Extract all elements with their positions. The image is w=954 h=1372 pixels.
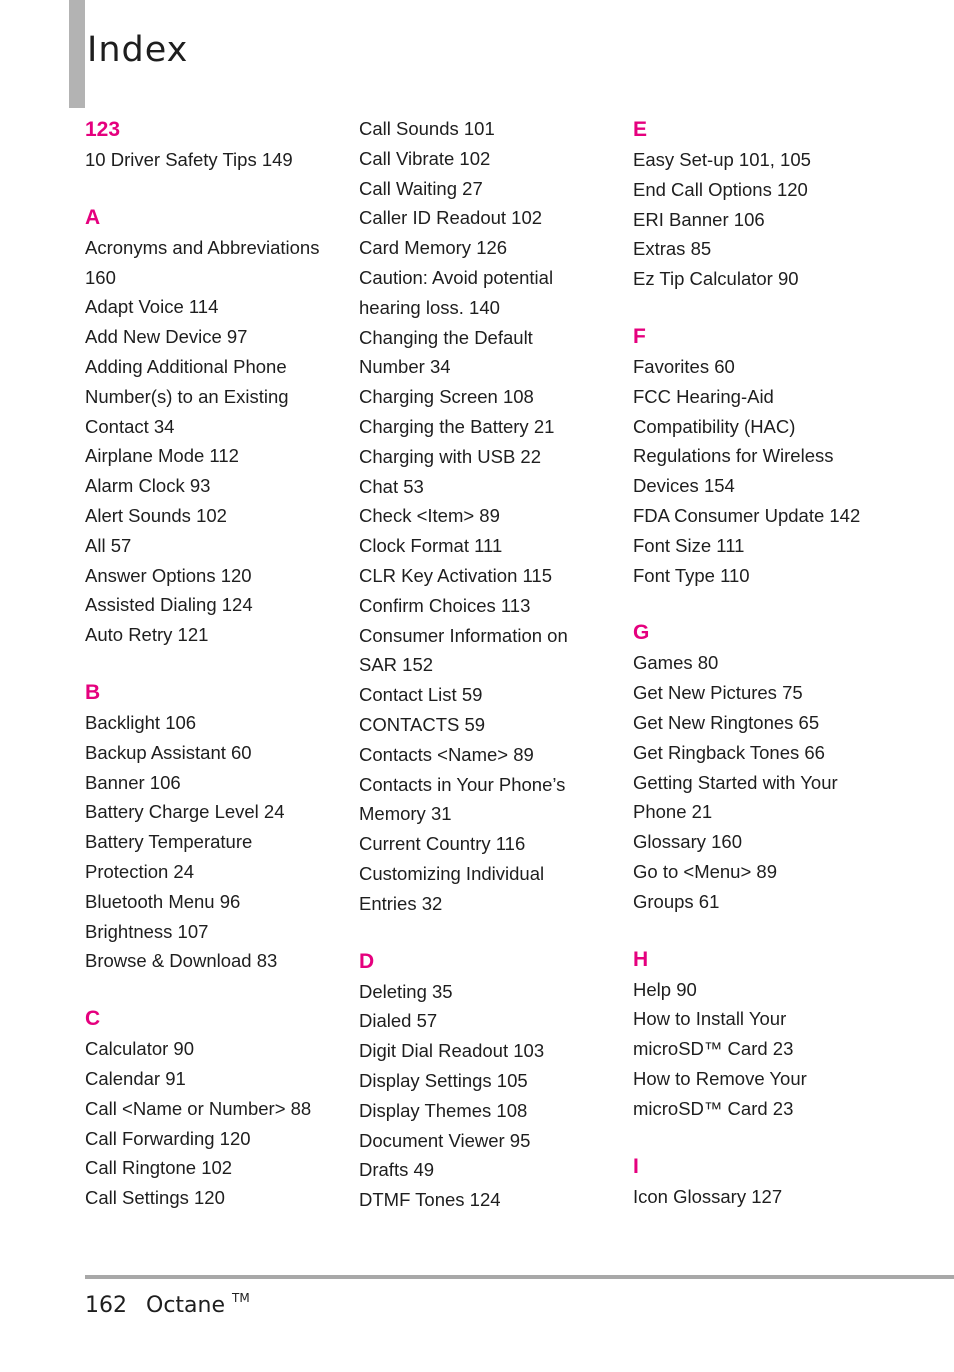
index-entry-line: Adding Additional Phone — [85, 355, 287, 377]
index-entry-line: Document Viewer 95 — [359, 1129, 531, 1151]
page-footer — [85, 1291, 250, 1318]
index-entry — [85, 501, 340, 531]
index-entry — [85, 145, 340, 175]
index-entry-line: How to Remove Your — [633, 1067, 807, 1089]
index-section — [359, 946, 614, 1215]
index-entry — [633, 975, 933, 1005]
index-entry-line: Browse & Download 83 — [85, 950, 278, 972]
index-entry-line: Display Settings 105 — [359, 1069, 528, 1091]
index-entry — [633, 678, 933, 708]
index-entry-line: Call Vibrate 102 — [359, 147, 491, 169]
index-entry-line: Call Forwarding 120 — [85, 1127, 251, 1149]
index-entry — [85, 1153, 340, 1183]
index-entry — [359, 710, 614, 740]
index-entry — [85, 827, 340, 887]
index-entry — [359, 1155, 614, 1185]
index-entry-line: Check <Item> 89 — [359, 505, 500, 527]
index-entry-line: Dialed 57 — [359, 1010, 438, 1032]
index-entry-line: Get Ringback Tones 66 — [633, 741, 825, 763]
index-entry — [633, 708, 933, 738]
index-entry — [633, 234, 933, 264]
index-entry-line: Contact 34 — [85, 415, 175, 437]
index-entry — [633, 857, 933, 887]
index-entry — [359, 144, 614, 174]
index-section — [85, 114, 340, 175]
index-section — [633, 321, 933, 590]
index-entry — [85, 292, 340, 322]
index-entry-line: Compatibility (HAC) — [633, 415, 796, 437]
index-entry — [633, 145, 933, 175]
index-entry-line: CONTACTS 59 — [359, 713, 486, 735]
index-entry-line: Charging the Battery 21 — [359, 415, 555, 437]
index-entry-list — [85, 708, 340, 976]
index-entry-line: Acronyms and Abbreviations — [85, 236, 320, 258]
section-letter-heading: C — [85, 1007, 101, 1031]
index-entry-line: All 57 — [85, 534, 132, 556]
index-entry-line: Adapt Voice 114 — [85, 296, 219, 318]
index-entry-line: Extras 85 — [633, 238, 712, 260]
index-entry-line: microSD™ Card 23 — [633, 1097, 794, 1119]
index-entry-list — [633, 145, 933, 294]
index-entry-list — [633, 975, 933, 1124]
index-entry-line: Charging Screen 108 — [359, 386, 534, 408]
index-entry — [359, 621, 614, 681]
index-entry — [633, 561, 933, 591]
index-entry-line: Customizing Individual — [359, 862, 545, 884]
index-entry — [633, 768, 933, 828]
section-letter-heading: A — [85, 205, 101, 229]
index-entry — [633, 531, 933, 561]
index-entry-line: Contacts in Your Phone’s — [359, 773, 566, 795]
index-entry — [85, 738, 340, 768]
index-entry — [359, 1066, 614, 1096]
index-entry-list — [633, 1182, 933, 1212]
index-entry — [85, 620, 340, 650]
index-entry — [359, 770, 614, 830]
index-entry — [85, 322, 340, 352]
index-entry-line: Caller ID Readout 102 — [359, 207, 543, 229]
index-entry — [85, 797, 340, 827]
index-entry — [633, 264, 933, 294]
index-entry-line: Call Waiting 27 — [359, 177, 483, 199]
index-section — [633, 114, 933, 294]
index-entry-line: Contact List 59 — [359, 684, 483, 706]
index-entry — [85, 441, 340, 471]
index-entry — [633, 1182, 933, 1212]
section-letter-heading: G — [633, 621, 650, 645]
index-section — [359, 114, 614, 919]
index-entry-line: FCC Hearing-Aid — [633, 385, 774, 407]
index-entry-line: Chat 53 — [359, 475, 424, 497]
index-entry — [633, 382, 933, 501]
index-entry-line: Ez Tip Calculator 90 — [633, 268, 799, 290]
index-entry-list — [633, 648, 933, 916]
index-entry-line: Auto Retry 121 — [85, 624, 209, 646]
index-entry — [633, 1004, 933, 1064]
index-section — [85, 202, 340, 650]
index-entry-line: Help 90 — [633, 978, 697, 1000]
index-entry-line: Devices 154 — [633, 475, 735, 497]
index-entry — [359, 442, 614, 472]
index-entry-line: Confirm Choices 113 — [359, 594, 531, 616]
index-entry-line: Memory 31 — [359, 803, 452, 825]
index-entry-list — [359, 977, 614, 1215]
index-entry — [359, 174, 614, 204]
index-entry — [633, 887, 933, 917]
section-letter-heading: 123 — [85, 118, 121, 141]
index-entry-line: Airplane Mode 112 — [85, 445, 239, 467]
index-entry-line: Card Memory 126 — [359, 237, 508, 259]
index-entry — [633, 1064, 933, 1124]
index-entry — [85, 531, 340, 561]
index-entry-line: Clock Format 111 — [359, 535, 503, 557]
page-title: Index — [87, 30, 189, 70]
index-entry — [85, 1183, 340, 1213]
index-entry-line: Get New Ringtones 65 — [633, 711, 820, 733]
index-entry — [633, 352, 933, 382]
index-entry — [359, 680, 614, 710]
index-entry — [85, 471, 340, 501]
index-entry-line: Go to <Menu> 89 — [633, 860, 777, 882]
index-entry — [359, 1126, 614, 1156]
index-section — [633, 617, 933, 916]
index-entry — [359, 1006, 614, 1036]
index-entry-line: Call Sounds 101 — [359, 118, 495, 139]
index-entry — [359, 1185, 614, 1215]
index-entry-line: Phone 21 — [633, 801, 713, 823]
index-entry — [359, 114, 614, 144]
index-entry-line: CLR Key Activation 115 — [359, 564, 552, 586]
index-entry — [85, 946, 340, 976]
index-entry — [85, 1124, 340, 1154]
index-column-1 — [85, 114, 340, 1213]
index-column-3 — [633, 114, 933, 1211]
index-entry-line: How to Install Your — [633, 1008, 787, 1030]
index-entry-line: Alarm Clock 93 — [85, 475, 211, 497]
index-entry — [85, 708, 340, 738]
index-entry-line: End Call Options 120 — [633, 178, 808, 200]
index-entry-line: FDA Consumer Update 142 — [633, 504, 861, 526]
index-entry — [359, 412, 614, 442]
index-entry-line: Call <Name or Number> 88 — [85, 1097, 312, 1119]
index-entry-line: Backlight 106 — [85, 711, 197, 733]
index-section — [633, 1151, 933, 1212]
index-section — [633, 944, 933, 1124]
index-entry-line: 10 Driver Safety Tips 149 — [85, 149, 293, 170]
index-entry-line: Number(s) to an Existing — [85, 385, 289, 407]
index-entry-line: Drafts 49 — [359, 1159, 435, 1181]
trademark-mark: TM — [232, 1291, 250, 1305]
index-entry-line: Font Type 110 — [633, 564, 750, 586]
index-entry-line: Brightness 107 — [85, 920, 209, 942]
section-letter-heading: H — [633, 947, 649, 971]
section-letter-heading: I — [633, 1154, 639, 1178]
product-name: Octane — [146, 1293, 225, 1318]
index-entry — [359, 531, 614, 561]
index-entry-line: Easy Set-up 101, 105 — [633, 149, 811, 170]
index-entry-line: Banner 106 — [85, 771, 181, 793]
index-entry-list — [85, 145, 340, 175]
section-letter-heading: F — [633, 324, 646, 348]
index-entry — [359, 323, 614, 383]
index-entry-line: Changing the Default — [359, 326, 533, 348]
index-entry-list — [85, 1034, 340, 1213]
index-entry — [633, 175, 933, 205]
index-entry — [359, 203, 614, 233]
index-entry-line: Deleting 35 — [359, 980, 453, 1002]
index-entry-line: 160 — [85, 266, 116, 288]
index-entry-line: Entries 32 — [359, 892, 443, 914]
index-entry — [85, 887, 340, 917]
index-entry-line: Caution: Avoid potential — [359, 266, 554, 288]
index-entry-line: Backup Assistant 60 — [85, 741, 252, 763]
index-entry-line: Number 34 — [359, 356, 451, 378]
index-entry — [85, 1034, 340, 1064]
index-entry-line: Battery Temperature — [85, 831, 253, 853]
index-entry-list — [85, 233, 340, 650]
side-bar-decoration — [69, 0, 85, 108]
index-entry-line: Protection 24 — [85, 860, 195, 882]
index-entry-line: Get New Pictures 75 — [633, 682, 803, 704]
index-entry-line: Charging with USB 22 — [359, 445, 542, 467]
index-entry-line: Calendar 91 — [85, 1067, 186, 1089]
index-entry-line: Display Themes 108 — [359, 1099, 528, 1121]
index-entry — [85, 917, 340, 947]
index-entry — [359, 472, 614, 502]
index-entry-line: Favorites 60 — [633, 355, 735, 377]
index-entry-line: Regulations for Wireless — [633, 445, 834, 467]
index-entry-line: microSD™ Card 23 — [633, 1038, 794, 1060]
index-entry-line: Getting Started with Your — [633, 771, 838, 793]
index-entry — [633, 501, 933, 531]
index-entry-line: Current Country 116 — [359, 833, 526, 855]
index-entry — [359, 591, 614, 621]
index-entry — [85, 561, 340, 591]
index-entry-line: Battery Charge Level 24 — [85, 801, 285, 823]
index-entry — [359, 501, 614, 531]
page-number: 162 — [85, 1293, 127, 1318]
index-entry-line: Bluetooth Menu 96 — [85, 890, 241, 912]
index-entry — [359, 382, 614, 412]
index-entry-line: SAR 152 — [359, 654, 434, 676]
index-entry-list — [633, 352, 933, 590]
index-entry — [359, 1036, 614, 1066]
section-letter-heading: B — [85, 680, 101, 704]
index-entry-line: Alert Sounds 102 — [85, 504, 227, 526]
footer-rule — [85, 1275, 954, 1279]
index-section — [85, 677, 340, 976]
index-entry — [85, 352, 340, 441]
index-entry — [633, 648, 933, 678]
index-entry-line: Games 80 — [633, 652, 719, 674]
index-entry — [359, 561, 614, 591]
section-letter-heading: D — [359, 949, 375, 973]
index-column-2 — [359, 114, 614, 1215]
index-entry-list — [359, 114, 614, 919]
index-entry — [359, 263, 614, 323]
index-entry — [633, 205, 933, 235]
index-entry-line: Consumer Information on — [359, 624, 568, 646]
index-entry-line: Icon Glossary 127 — [633, 1185, 783, 1207]
index-entry — [359, 859, 614, 919]
index-entry-line: Assisted Dialing 124 — [85, 594, 253, 616]
index-entry-line: Contacts <Name> 89 — [359, 743, 534, 765]
index-entry-line: DTMF Tones 124 — [359, 1189, 501, 1211]
index-entry-line: Digit Dial Readout 103 — [359, 1040, 545, 1062]
index-entry-line: Groups 61 — [633, 890, 720, 912]
index-entry-line: hearing loss. 140 — [359, 296, 500, 318]
index-entry — [85, 768, 340, 798]
index-entry — [359, 740, 614, 770]
index-entry-line: Call Settings 120 — [85, 1187, 225, 1209]
index-section — [85, 1003, 340, 1213]
index-entry-line: Add New Device 97 — [85, 326, 248, 348]
index-entry-line: Glossary 160 — [633, 831, 742, 853]
index-entry-line: Calculator 90 — [85, 1038, 195, 1060]
index-entry — [359, 1096, 614, 1126]
index-entry — [359, 829, 614, 859]
index-entry — [85, 233, 340, 293]
section-letter-heading: E — [633, 118, 648, 141]
index-entry-line: ERI Banner 106 — [633, 208, 765, 230]
index-entry — [85, 590, 340, 620]
index-entry-line: Answer Options 120 — [85, 564, 252, 586]
index-entry — [633, 827, 933, 857]
index-entry — [85, 1094, 340, 1124]
index-entry-line: Font Size 111 — [633, 534, 745, 556]
index-entry — [85, 1064, 340, 1094]
index-entry — [359, 233, 614, 263]
index-entry — [359, 977, 614, 1007]
index-entry — [633, 738, 933, 768]
index-entry-line: Call Ringtone 102 — [85, 1157, 233, 1179]
